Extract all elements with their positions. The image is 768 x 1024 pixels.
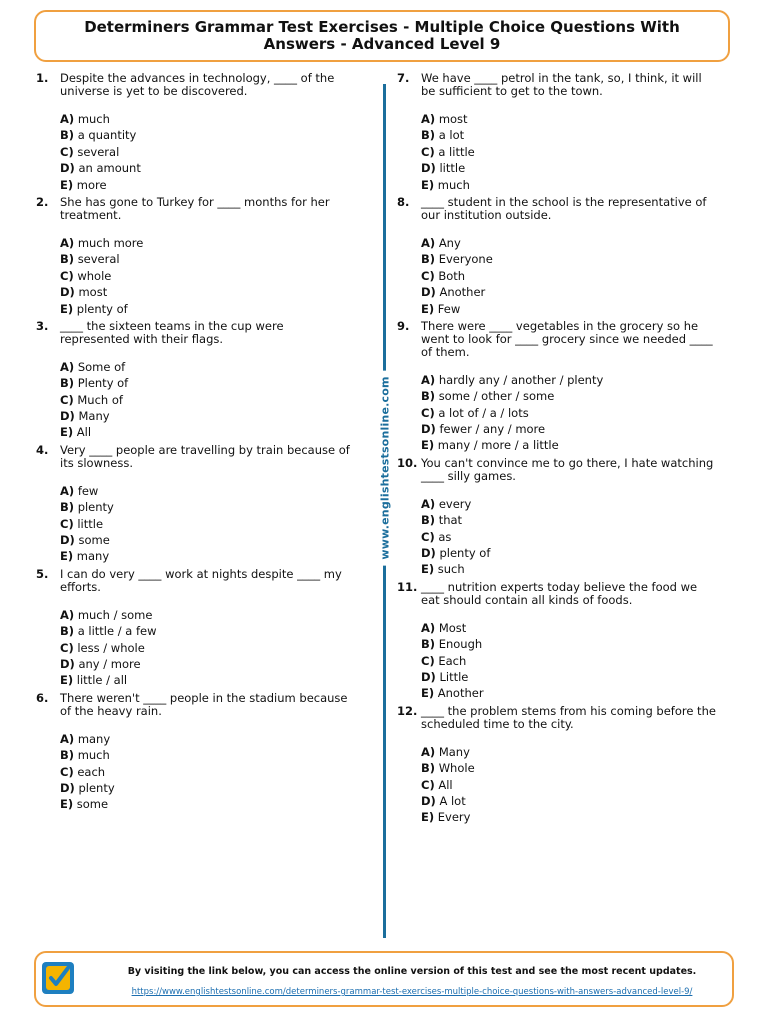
option-letter: A) xyxy=(421,235,436,250)
option-text: Another xyxy=(439,285,486,300)
question-number: 3. xyxy=(36,318,49,333)
option-text: Every xyxy=(437,810,471,825)
option-text: most xyxy=(438,112,468,126)
question-text: Despite the advances in technology, ____ of the universe is yet to be discovered. xyxy=(60,71,335,98)
option-letter: A) xyxy=(421,744,436,759)
option-text: hardly any / another / plenty xyxy=(438,372,604,387)
option-text: little xyxy=(77,516,104,531)
option-text: fewer / any / more xyxy=(439,422,546,437)
option-letter: C) xyxy=(60,764,74,779)
answer-option[interactable] xyxy=(60,764,356,780)
answer-option[interactable] xyxy=(421,561,717,577)
question-11 xyxy=(397,581,717,702)
option-text: All xyxy=(438,777,453,792)
option-letter: E) xyxy=(421,562,435,577)
answer-option[interactable] xyxy=(421,529,717,545)
answer-option[interactable] xyxy=(60,672,356,688)
answer-option[interactable] xyxy=(60,548,356,564)
answer-option[interactable] xyxy=(60,516,356,532)
option-letter: E) xyxy=(421,686,435,701)
option-letter: A) xyxy=(60,483,75,498)
option-letter: D) xyxy=(60,780,75,795)
option-letter: B) xyxy=(421,252,436,267)
answer-option[interactable] xyxy=(421,405,717,421)
option-letter: E) xyxy=(60,177,74,192)
answer-option[interactable] xyxy=(60,499,356,515)
answer-option[interactable] xyxy=(60,160,356,176)
option-letter: E) xyxy=(421,301,435,316)
option-text: that xyxy=(438,513,463,528)
option-letter: C) xyxy=(421,405,435,420)
answer-option[interactable] xyxy=(60,284,356,300)
question-7 xyxy=(397,72,717,193)
option-text: plenty of xyxy=(76,301,128,316)
question-number: 2. xyxy=(36,194,49,209)
option-letter: A) xyxy=(421,112,436,126)
answer-option[interactable] xyxy=(421,421,717,437)
option-text: much xyxy=(437,177,470,192)
question-text: ____ the sixteen teams in the cup were represented with their flags. xyxy=(60,318,284,346)
option-text: Most xyxy=(438,620,467,635)
option-text: a little xyxy=(438,144,475,159)
answer-option[interactable] xyxy=(60,127,356,143)
option-letter: B) xyxy=(60,624,75,639)
option-letter: C) xyxy=(421,777,435,792)
answer-option[interactable] xyxy=(60,144,356,160)
answer-option[interactable] xyxy=(60,359,356,375)
option-text: much more xyxy=(77,235,144,250)
option-text: many xyxy=(77,731,111,746)
option-letter: D) xyxy=(421,546,436,561)
question-number: 12. xyxy=(397,703,418,718)
answer-option[interactable] xyxy=(421,301,717,317)
answer-option[interactable] xyxy=(421,777,717,793)
option-letter: E) xyxy=(60,673,74,688)
answer-option[interactable] xyxy=(421,669,717,685)
question-text: You can't convince me to go there, I hate watching ____ silly games. xyxy=(421,455,714,483)
option-letter: A) xyxy=(60,359,75,374)
option-text: Another xyxy=(437,686,484,701)
question-1 xyxy=(36,72,356,193)
footer-link[interactable]: https://www.englishtestsonline.com/determiners-grammar-test-exercises-multiple-choice-questions-with-answers-advanced-level-9/ xyxy=(131,987,693,997)
option-text: a lot xyxy=(438,128,465,143)
answer-option[interactable] xyxy=(60,268,356,284)
option-letter: C) xyxy=(60,144,74,159)
option-letter: A) xyxy=(60,607,75,622)
question-text: Very ____ people are travelling by train because of its slowness. xyxy=(60,442,350,470)
option-letter: C) xyxy=(60,516,74,531)
option-text: plenty xyxy=(77,500,114,515)
option-letter: D) xyxy=(421,669,436,684)
option-letter: C) xyxy=(60,640,74,655)
option-text: each xyxy=(77,764,106,779)
option-text: Everyone xyxy=(438,252,493,267)
option-text: Many xyxy=(438,744,470,759)
option-text: some xyxy=(76,797,109,812)
question-text: There were ____ vegetables in the grocery so he went to look for ____ grocery since we needed ____ of them. xyxy=(421,318,713,359)
option-text: a quantity xyxy=(77,128,137,143)
answer-option[interactable] xyxy=(60,780,356,796)
question-text: ____ the problem stems from his coming before the scheduled time to the city. xyxy=(421,703,716,731)
question-number: 7. xyxy=(397,71,410,85)
question-5 xyxy=(36,568,356,689)
option-text: Whole xyxy=(438,761,475,776)
option-letter: E) xyxy=(60,797,74,812)
option-letter: C) xyxy=(421,268,435,283)
question-8 xyxy=(397,196,717,317)
option-text: such xyxy=(437,562,465,577)
option-letter: D) xyxy=(60,285,75,300)
option-letter: A) xyxy=(60,112,75,126)
option-letter: E) xyxy=(60,549,74,564)
question-6 xyxy=(36,692,356,813)
option-text: as xyxy=(438,529,452,544)
question-number: 10. xyxy=(397,455,418,470)
option-letter: B) xyxy=(421,637,436,652)
option-text: every xyxy=(438,496,472,511)
question-9 xyxy=(397,320,717,454)
option-letter: B) xyxy=(60,252,75,267)
question-3 xyxy=(36,320,356,441)
option-letter: C) xyxy=(60,268,74,283)
question-text: There weren't ____ people in the stadium because of the heavy rain. xyxy=(60,690,348,718)
option-letter: A) xyxy=(60,235,75,250)
option-text: A lot xyxy=(439,793,466,808)
question-number: 1. xyxy=(36,71,49,85)
footer-box xyxy=(34,951,734,1007)
option-text: much xyxy=(77,112,110,126)
answer-option[interactable] xyxy=(421,111,717,127)
option-letter: D) xyxy=(421,793,436,808)
option-letter: B) xyxy=(421,761,436,776)
option-text: Some of xyxy=(77,359,126,374)
answer-option[interactable] xyxy=(421,653,717,669)
option-text: a little / a few xyxy=(77,624,157,639)
option-letter: D) xyxy=(60,161,75,176)
answer-option[interactable] xyxy=(421,284,717,300)
question-number: 6. xyxy=(36,690,49,705)
option-letter: C) xyxy=(421,653,435,668)
option-text: whole xyxy=(77,268,112,283)
option-letter: B) xyxy=(60,376,75,391)
option-letter: D) xyxy=(60,533,75,548)
option-letter: A) xyxy=(421,620,436,635)
option-letter: B) xyxy=(421,513,436,528)
option-letter: A) xyxy=(421,372,436,387)
answer-option[interactable] xyxy=(60,796,356,812)
answer-option[interactable] xyxy=(421,620,717,636)
option-letter: C) xyxy=(60,392,74,407)
answer-option[interactable] xyxy=(421,512,717,528)
answer-option[interactable] xyxy=(421,160,717,176)
option-text: few xyxy=(77,483,99,498)
option-text: All xyxy=(76,425,92,440)
option-letter: D) xyxy=(60,409,75,424)
option-text: Any xyxy=(438,235,461,250)
answer-option[interactable] xyxy=(421,177,717,193)
option-text: Both xyxy=(438,268,466,283)
question-number: 9. xyxy=(397,318,410,333)
option-text: several xyxy=(77,144,120,159)
answer-option[interactable] xyxy=(60,177,356,193)
question-10 xyxy=(397,457,717,578)
option-text: little xyxy=(439,161,466,176)
option-text: Each xyxy=(438,653,467,668)
answer-option[interactable] xyxy=(60,111,356,127)
sidebar-url-text: www.englishtestsonline.com xyxy=(378,370,391,565)
option-letter: B) xyxy=(421,128,436,143)
question-text: I can do very ____ work at nights despite ____ my efforts. xyxy=(60,566,342,594)
question-number: 5. xyxy=(36,566,49,581)
option-letter: D) xyxy=(421,422,436,437)
option-letter: D) xyxy=(421,161,436,176)
checkbox-logo-icon xyxy=(42,962,74,994)
option-text: more xyxy=(76,177,107,192)
option-text: Few xyxy=(437,301,461,316)
answer-option[interactable] xyxy=(60,532,356,548)
question-number: 4. xyxy=(36,442,49,457)
answer-option[interactable] xyxy=(60,375,356,391)
option-text: less / whole xyxy=(77,640,145,655)
option-letter: E) xyxy=(60,301,74,316)
answer-option[interactable] xyxy=(421,793,717,809)
answer-option[interactable] xyxy=(60,731,356,747)
option-text: several xyxy=(77,252,120,267)
option-text: plenty xyxy=(78,780,115,795)
option-letter: D) xyxy=(421,285,436,300)
answer-option[interactable] xyxy=(421,235,717,251)
answer-option[interactable] xyxy=(60,235,356,251)
option-text: many xyxy=(76,549,110,564)
option-letter: E) xyxy=(421,438,435,453)
answer-option[interactable] xyxy=(60,251,356,267)
answer-option[interactable] xyxy=(60,392,356,408)
question-text: ____ student in the school is the representative of our institution outside. xyxy=(421,194,707,222)
option-text: Plenty of xyxy=(77,376,129,391)
question-number: 11. xyxy=(397,579,418,594)
option-text: some / other / some xyxy=(438,389,555,404)
title-box xyxy=(34,10,730,62)
option-letter: E) xyxy=(60,425,74,440)
option-letter: C) xyxy=(421,529,435,544)
answer-option[interactable] xyxy=(60,408,356,424)
option-letter: C) xyxy=(421,144,435,159)
option-text: some xyxy=(78,533,110,548)
answer-option[interactable] xyxy=(421,760,717,776)
option-letter: B) xyxy=(60,500,75,515)
answer-option[interactable] xyxy=(421,437,717,453)
answer-option[interactable] xyxy=(421,127,717,143)
answer-option[interactable] xyxy=(421,809,717,825)
answer-option[interactable] xyxy=(60,301,356,317)
option-text: many / more / a little xyxy=(437,438,559,453)
answer-option[interactable] xyxy=(421,251,717,267)
answer-option[interactable] xyxy=(60,483,356,499)
option-text: an amount xyxy=(78,161,141,176)
questions-right-column xyxy=(397,72,717,826)
questions-left-column xyxy=(36,72,356,813)
option-text: much xyxy=(77,748,110,763)
answer-option[interactable] xyxy=(421,636,717,652)
option-letter: A) xyxy=(60,731,75,746)
option-letter: B) xyxy=(421,389,436,404)
option-letter: E) xyxy=(421,810,435,825)
answer-option[interactable] xyxy=(60,747,356,763)
footer-text xyxy=(96,965,728,998)
option-text: any / more xyxy=(78,656,141,671)
option-text: Little xyxy=(439,669,469,684)
option-text: little / all xyxy=(76,673,128,688)
answer-option[interactable] xyxy=(421,496,717,512)
option-text: Much of xyxy=(77,392,123,407)
question-4 xyxy=(36,444,356,565)
question-text: We have ____ petrol in the tank, so, I think, it will be sufficient to get to the town. xyxy=(421,71,702,98)
option-text: a lot of / a / lots xyxy=(438,405,529,420)
answer-option[interactable] xyxy=(421,144,717,160)
option-letter: E) xyxy=(421,177,435,192)
question-12 xyxy=(397,705,717,826)
page-title: Determiners Grammar Test Exercises - Multiple Choice Questions With Answers - Advanced Level 9 xyxy=(84,18,680,53)
answer-option[interactable] xyxy=(421,268,717,284)
footer-lead: By visiting the link below, you can access the online version of this test and see the most recent updates. xyxy=(127,966,697,977)
option-letter: B) xyxy=(60,128,75,143)
option-text: Many xyxy=(78,409,110,424)
question-text: She has gone to Turkey for ____ months for her treatment. xyxy=(60,194,330,222)
option-text: much / some xyxy=(77,607,153,622)
option-letter: B) xyxy=(60,748,75,763)
question-text: ____ nutrition experts today believe the food we eat should contain all kinds of foods. xyxy=(421,579,698,607)
option-text: Enough xyxy=(438,637,483,652)
answer-option[interactable] xyxy=(421,744,717,760)
answer-option[interactable] xyxy=(60,656,356,672)
answer-option[interactable] xyxy=(421,372,717,388)
answer-option[interactable] xyxy=(60,623,356,639)
answer-option[interactable] xyxy=(60,640,356,656)
option-letter: D) xyxy=(60,656,75,671)
option-letter: A) xyxy=(421,496,436,511)
answer-option[interactable] xyxy=(60,424,356,440)
answer-option[interactable] xyxy=(60,607,356,623)
option-text: plenty of xyxy=(439,546,491,561)
answer-option[interactable] xyxy=(421,685,717,701)
answer-option[interactable] xyxy=(421,545,717,561)
question-number: 8. xyxy=(397,194,410,209)
question-2 xyxy=(36,196,356,317)
answer-option[interactable] xyxy=(421,388,717,404)
option-text: most xyxy=(78,285,108,300)
